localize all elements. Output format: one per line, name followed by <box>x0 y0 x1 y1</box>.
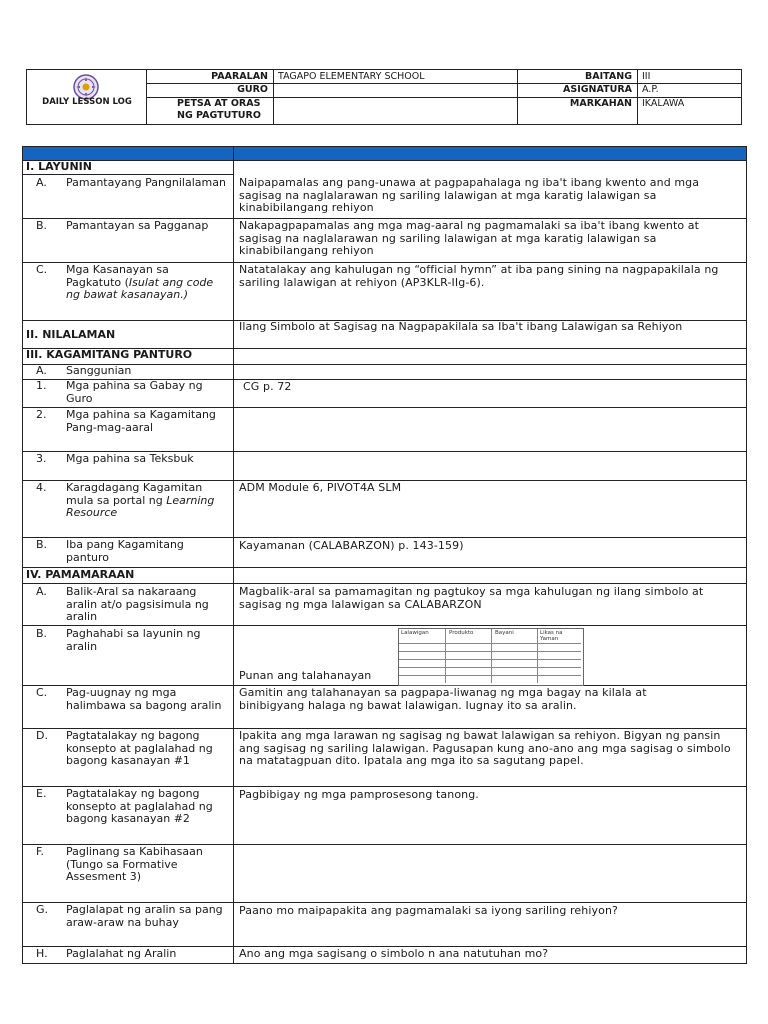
label-paaralan: PAARALAN <box>211 71 268 82</box>
item-label-text: Karagdagang Kagamitan mula sa portal ng <box>66 481 203 507</box>
item-label-italic: Learning Resource <box>66 493 215 519</box>
item-letter: A. <box>36 364 47 377</box>
value-markahan: IKALAWA <box>642 98 685 109</box>
label-petsa: PETSA AT ORAS NG PAGTUTURO <box>177 98 261 121</box>
item-label: Paglalahat ng Aralin <box>66 947 177 960</box>
talahanayan-mini-table <box>398 628 584 686</box>
pamamaraan-content-g: Paano mo maipapakita ang pagmamalaki sa iyong sariling rehiyon? <box>239 904 618 917</box>
item-letter: E. <box>36 787 47 800</box>
item-letter: F. <box>36 845 45 858</box>
item-letter: D. <box>36 729 48 742</box>
mini-row <box>399 667 581 668</box>
layunin-content-b: Nakapagpapamalas ang mga mag-aaral ng pagmamalaki sa iba't ibang kwento at sagisag na naglalarawan ng sariling lalawigan at mga karatig lalawigan sa kinabibilangang rehiyon <box>239 219 700 257</box>
item-letter: C. <box>36 686 48 699</box>
value-paaralan: TAGAPO ELEMENTARY SCHOOL <box>278 71 425 82</box>
daily-lesson-log-title: DAILY LESSON LOG <box>42 97 132 107</box>
pamamaraan-item-h <box>26 948 226 961</box>
row-line <box>22 174 234 175</box>
pamamaraan-item-f <box>26 846 226 884</box>
pamamaraan-content-d: Ipakita ang mga larawan ng sagisag ng bawat lalawigan sa rehiyon. Bigyan ng pansin ang sagisag ng sariling lalawigan. Pagusapan kung ano-ano ang mga sagisag o simbolo na matatagpuan dito. Ipatala ang mga ito sa sagutang papel. <box>239 729 731 767</box>
kagamitan-item-4 <box>26 482 226 520</box>
layunin-content-a: Naipapamalas ang pang-unawa at pagpapahalaga ng iba't ibang kwento and mga sagisag na naglalarawan ng sariling lalawigan at mga karatig lalawigan sa kinabibilangang rehiyon <box>239 176 700 214</box>
section-layunin-title: I. LAYUNIN <box>26 160 92 173</box>
kagamitan-content-4: ADM Module 6, PIVOT4A SLM <box>239 481 402 494</box>
mini-header: Likas na Yaman <box>540 630 563 642</box>
value-asignatura: A.P. <box>642 84 659 95</box>
item-number: 4. <box>36 481 47 494</box>
row-line <box>22 625 747 626</box>
table-border <box>22 146 23 964</box>
mini-row <box>399 659 581 660</box>
item-letter: A. <box>36 176 47 189</box>
item-label: Balik-Aral sa nakaraang aralin at/o pagsisimula ng aralin <box>66 585 209 623</box>
section-nilalaman-title: II. NILALAMAN <box>26 328 116 341</box>
pamamaraan-item-b <box>26 628 226 653</box>
item-label: Pamantayang Pangnilalaman <box>66 176 226 189</box>
item-number: 1. <box>36 379 47 392</box>
item-label: Pagtatalakay ng bagong konsepto at paglalahad ng bagong kasanayan #1 <box>66 729 213 767</box>
label-guro: GURO <box>237 84 268 95</box>
item-label: Paglalapat ng aralin sa pang araw-araw na buhay <box>66 903 223 929</box>
row-line <box>22 146 747 147</box>
item-letter: B. <box>36 627 48 640</box>
item-label: Paglinang sa Kabihasaan (Tungo sa Formative Assesment 3) <box>66 845 203 883</box>
pamamaraan-content-h: Ano ang mga sagisang o simbolo n ana natutuhan mo? <box>239 947 549 960</box>
pamamaraan-content-e: Pagbibigay ng mga pamprosesong tanong. <box>239 788 479 801</box>
mini-header: Lalawigan <box>401 630 429 636</box>
lesson-table <box>22 146 747 964</box>
layunin-item-c <box>26 264 226 302</box>
kagamitan-item-3 <box>26 453 226 466</box>
item-letter: A. <box>36 585 47 598</box>
item-letter: B. <box>36 538 48 551</box>
row-line <box>22 583 747 584</box>
mini-row <box>399 675 581 676</box>
label-asignatura: ASIGNATURA <box>563 84 632 95</box>
item-number: 3. <box>36 452 47 465</box>
kagamitan-item-2 <box>26 409 226 434</box>
layunin-item-a <box>26 177 226 190</box>
iba-pang-kagamitan-content: Kayamanan (CALABARZON) p. 143-159) <box>239 539 464 552</box>
layunin-item-b <box>26 220 226 233</box>
item-label-italic: Isulat ang code ng bawat kasanayan.) <box>66 275 214 301</box>
section-pamamaraan-title: IV. PAMAMARAAN <box>26 568 135 581</box>
item-label <box>62 482 226 520</box>
pamamaraan-content-c: Gamitin ang talahanayan sa pagpapa-liwanag ng mga bagay na kilala at binibigyang halaga ng bawat lalawigan. Iugnay ito sa aralin. <box>239 686 647 712</box>
item-label: Sanggunian <box>66 364 132 377</box>
table-border <box>746 146 747 964</box>
item-label: Pamantayan sa Pagganap <box>66 219 209 232</box>
nilalaman-content: Ilang Simbolo at Sagisag na Nagpapakilala sa Iba't ibang Lalawigan sa Rehiyon <box>239 320 683 333</box>
pamamaraan-item-d <box>26 730 226 768</box>
mini-header: Produkto <box>449 630 474 636</box>
row-line <box>22 963 747 964</box>
item-label: Pagtatalakay ng bagong konsepto at paglalahad ng bagong kasanayan #2 <box>66 787 213 825</box>
item-label: Pag-uugnay ng mga halimbawa sa bagong aralin <box>66 686 222 712</box>
item-letter: B. <box>36 219 48 232</box>
item-label <box>62 264 226 302</box>
sanggunian-item <box>26 365 226 378</box>
layunin-content-c: Natatalakay ang kahulugan ng “official hymn” at iba pang sining na nagpapakilala ng sariling lalawigan at rehiyon (AP3KLR-IIg-6). <box>239 263 719 289</box>
item-letter: C. <box>36 263 48 276</box>
item-label: Mga pahina sa Teksbuk <box>66 452 194 465</box>
mini-row <box>399 643 581 644</box>
item-label: Iba pang Kagamitang panturo <box>66 538 184 564</box>
pamamaraan-item-a <box>26 586 226 624</box>
iba-pang-kagamitan-item <box>26 539 226 564</box>
label-markahan: MARKAHAN <box>569 98 632 109</box>
item-number: 2. <box>36 408 47 421</box>
item-letter: H. <box>36 947 48 960</box>
kagamitan-item-1 <box>26 380 226 405</box>
mini-header: Bayani <box>495 630 514 636</box>
header-table <box>26 69 742 125</box>
kagamitan-content-1: CG p. 72 <box>243 380 292 393</box>
mini-row <box>399 651 581 652</box>
pamamaraan-item-c <box>26 687 226 712</box>
section-kagamitan-title: III. KAGAMITANG PANTURO <box>26 348 193 361</box>
item-label: Mga pahina sa Kagamitang Pang-mag-aaral <box>66 408 216 434</box>
item-label: Paghahabi sa layunin ng aralin <box>66 627 201 653</box>
item-label: Mga pahina sa Gabay ng Guro <box>66 379 203 405</box>
item-label-text: Mga Kasanayan sa Pagkatuto ( <box>66 263 169 289</box>
pamamaraan-item-g <box>26 904 226 929</box>
item-letter: G. <box>36 903 49 916</box>
pamamaraan-content-a: Magbalik-aral sa pamamagitan ng pagtukoy sa mga kahulugan ng ilang simbolo at sagisag ng mga lalawigan sa CALABARZON <box>239 585 704 611</box>
logo-cell <box>27 70 147 124</box>
column-divider <box>233 146 234 964</box>
accent-header-bar <box>23 147 746 160</box>
label-baitang: BAITANG <box>585 71 632 82</box>
pamamaraan-item-e <box>26 788 226 826</box>
pamamaraan-content-b: Punan ang talahanayan <box>239 669 372 682</box>
value-baitang: III <box>642 71 651 82</box>
